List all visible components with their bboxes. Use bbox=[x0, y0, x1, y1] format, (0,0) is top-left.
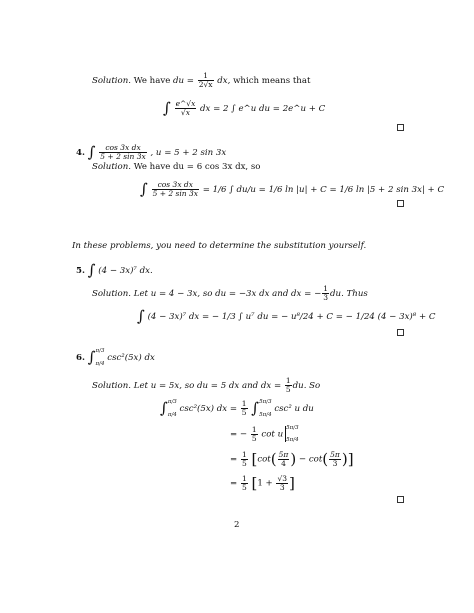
p6-solution-line bbox=[92, 377, 320, 394]
p3-dx: dx, bbox=[217, 75, 231, 86]
qed-box bbox=[397, 329, 404, 336]
p6-integrand: csc²(5x) dx bbox=[107, 353, 155, 363]
p4-solution-text: We have du = 6 cos 3x dx, so bbox=[133, 162, 261, 172]
p5-number: 5. bbox=[76, 266, 85, 276]
p4-frac: $\frac{\text{cos 3x dx}}{5 + 2 \sin 3x}$ bbox=[100, 143, 146, 161]
p4-statement bbox=[76, 141, 226, 161]
p3-solution-line bbox=[92, 72, 310, 89]
p6-limits: π/3 π/4 bbox=[95, 348, 105, 367]
p6-line2: = − $\frac{1}{5}$ cot u5π/3 5π/4 bbox=[230, 424, 299, 444]
p3-display-rhs: = 2 ∫ e^u du = 2e^u + C bbox=[213, 104, 326, 114]
integral-sign: ∫ bbox=[87, 348, 96, 366]
solution-label: Solution. bbox=[92, 162, 131, 172]
p4-display-frac: $\frac{\text{cos 3x dx}}{5 + 2 \sin 3x}$ bbox=[152, 180, 199, 198]
p3-display bbox=[163, 97, 325, 117]
p3-frac: $\frac{1}{2√x}$ bbox=[198, 71, 213, 89]
integral-sign: ∫ bbox=[140, 180, 148, 198]
p5-statement bbox=[76, 259, 153, 277]
p4-number: 4. bbox=[76, 148, 85, 158]
section-intro: In these problems, you need to determine the substitution yourself. bbox=[72, 241, 367, 251]
p3-int-frac: $\frac{e\^{}√x}{√x}$ bbox=[175, 99, 196, 117]
p4-display-rhs: = 1/6 ∫ du/u = 1/6 ln |u| + C = 1/6 ln |5 + 2 sin 3x| + C bbox=[202, 185, 445, 195]
p5-third: $\frac{1}{3}$ bbox=[323, 284, 329, 302]
p5-display-rhs: (4 − 3x)⁷ dx = − 1/3 ∫ u⁷ du = − u⁸/24 + C = − 1/24 (4 − 3x)⁸ + C bbox=[147, 312, 436, 322]
integral-sign: ∫ bbox=[137, 307, 145, 325]
p6-solution-tail: du. So bbox=[292, 380, 321, 391]
p6-line1: ∫π/3 π/4 csc²(5x) dx = $\frac{1}{5}$ ∫5π/3 5π/4 csc² u du bbox=[160, 399, 314, 418]
p4-sub: , u = 5 + 2 sin 3x bbox=[150, 148, 227, 158]
p6-line1-left: csc²(5x) dx = bbox=[179, 404, 238, 414]
integral-sign: ∫ bbox=[163, 99, 171, 117]
integral-sign: ∫ bbox=[160, 399, 168, 417]
p6-fifth: $\frac{1}{5}$ bbox=[285, 376, 291, 394]
p6-line3: = $\frac{1}{5}$ [cot( $\frac{5\pi}{4}$ ) − cot( $\frac{5\pi}{3}$ )] bbox=[230, 449, 354, 468]
p3-eq-a: du = bbox=[173, 75, 197, 86]
p6-line2-cot: cot u bbox=[261, 429, 284, 440]
qed-box bbox=[397, 496, 404, 503]
p6-line1-right: csc² u du bbox=[274, 404, 314, 414]
integral-sign: ∫ bbox=[251, 399, 260, 417]
p5-solution-tail: du. Thus bbox=[330, 288, 368, 299]
p6-statement bbox=[76, 346, 155, 367]
p3-text-a: We have bbox=[133, 75, 171, 86]
page-number: 2 bbox=[234, 520, 240, 530]
p6-solution-text: Let u = 5x, so du = 5 dx and dx = bbox=[133, 380, 282, 391]
p3-text-b: which means that bbox=[233, 75, 311, 86]
p5-solution-line bbox=[92, 285, 368, 302]
integral-sign: ∫ bbox=[87, 143, 96, 161]
p5-display bbox=[137, 305, 435, 323]
p4-display bbox=[140, 178, 444, 198]
p5-solution-text: Let u = 4 − 3x, so du = −3x dx and dx = − bbox=[133, 288, 322, 299]
p5-integrand: (4 − 3x)⁷ dx. bbox=[98, 266, 153, 276]
p4-solution-line bbox=[92, 162, 260, 172]
solution-label: Solution. bbox=[92, 288, 131, 299]
qed-box bbox=[397, 200, 404, 207]
p3-dx2: dx bbox=[200, 104, 211, 114]
integral-sign: ∫ bbox=[87, 261, 96, 279]
qed-box bbox=[397, 124, 404, 131]
p6-line4: = $\frac{1}{5}$ [1 + $\frac{√3}{3}$ ] bbox=[230, 473, 295, 492]
solution-label: Solution. bbox=[92, 75, 131, 86]
solution-label: Solution. bbox=[92, 380, 131, 391]
p6-number: 6. bbox=[76, 353, 85, 363]
